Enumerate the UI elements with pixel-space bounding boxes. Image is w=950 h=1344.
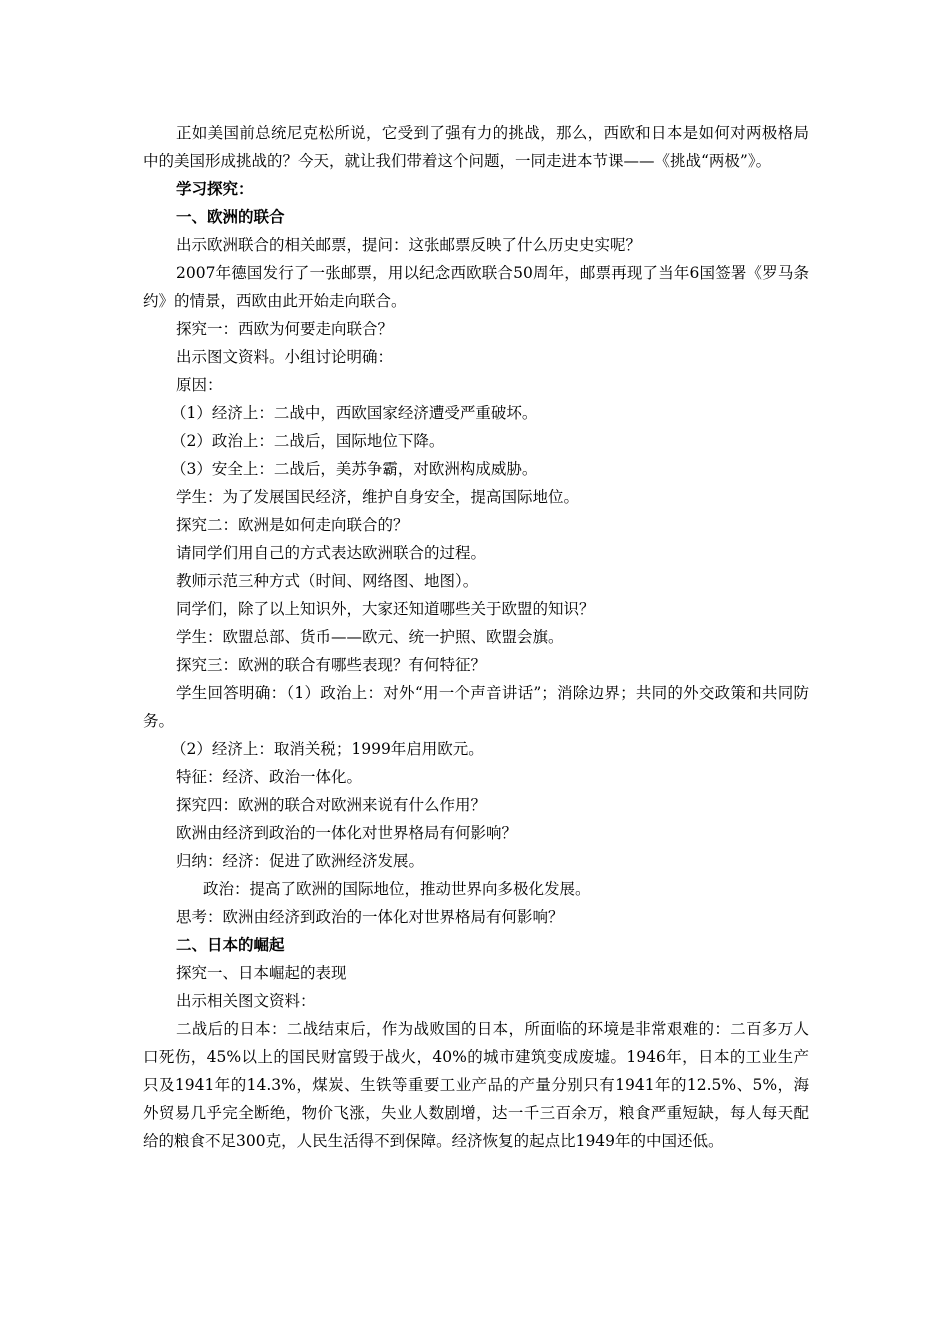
paragraph: 欧洲由经济到政治的一体化对世界格局有何影响？ [176,824,518,842]
paragraph: 探究一、日本崛起的表现 [176,964,347,982]
paragraph: 思考：欧洲由经济到政治的一体化对世界格局有何影响？ [176,908,564,926]
paragraph: 探究二：欧洲是如何走向联合的？ [176,516,409,534]
paragraph: 2007年德国发行了一张邮票，用以纪念西欧联合50周年，邮票再现了当年6国签署《罗马条约》的情景，西欧由此开始走向联合。 [143,264,809,310]
intro-paragraph: 正如美国前总统尼克松所说，它受到了强有力的挑战，那么，西欧和日本是如何对两极格局中的美国形成挑战的？今天，就让我们带着这个问题，一同走进本节课——《挑战“两极”》。 [143,124,809,170]
paragraph: 政治：提高了欧洲的国际地位，推动世界向多极化发展。 [203,880,591,898]
paragraph: 出示相关图文资料： [176,992,316,1010]
paragraph: 学生：欧盟总部、货币——欧元、统一护照、欧盟会旗。 [176,628,564,646]
paragraph: 二战后的日本：二战结束后，作为战败国的日本，所面临的环境是非常艰难的：二百多万人口死伤，45%以上的国民财富毁于战火，40%的城市建筑变成废墟。1946年，日本的工业生产只及1941年的14.3%，煤炭、生铁等重要工业产品的产量分别只有1941年的12.5%、5%，海外贸易几乎完全断绝，物价飞涨，失业人数剧增，达一千三百余万，粮食严重短缺，每人每天配给的粮食不足300克，人民生活得不到保障。经济恢复的起点比1949年的中国还低。 [143,1020,809,1150]
list-item: （3）安全上：二战后，美苏争霸，对欧洲构成威胁。 [171,460,538,478]
document-body [143,119,809,1155]
paragraph: 学生：为了发展国民经济，维护自身安全，提高国际地位。 [176,488,580,506]
paragraph: 出示图文资料。小组讨论明确： [176,348,394,366]
section-heading-learning: 学习探究： [176,179,254,198]
paragraph: 同学们，除了以上知识外，大家还知道哪些关于欧盟的知识？ [176,600,595,618]
paragraph: 归纳：经济：促进了欧洲经济发展。 [176,852,425,870]
paragraph: 教师示范三种方式（时间、网络图、地图）。 [176,572,479,590]
list-item: （1）经济上：二战中，西欧国家经济遭受严重破坏。 [171,404,538,422]
list-item: （2）政治上：二战后，国际地位下降。 [171,432,445,450]
paragraph: 请同学们用自己的方式表达欧洲联合的过程。 [176,544,487,562]
paragraph: 原因： [176,376,223,394]
paragraph: 出示欧洲联合的相关邮票，提问：这张邮票反映了什么历史史实呢？ [176,236,642,254]
list-item: （2）经济上：取消关税；1999年启用欧元。 [171,740,484,758]
paragraph: 学生回答明确：（1）政治上：对外“用一个声音讲话”；消除边界；共同的外交政策和共同防务。 [143,684,809,730]
paragraph: 探究四：欧洲的联合对欧洲来说有什么作用？ [176,796,487,814]
section-heading-japan: 二、日本的崛起 [176,935,285,954]
paragraph: 探究三：欧洲的联合有哪些表现？有何特征？ [176,656,487,674]
paragraph: 特征：经济、政治一体化。 [176,768,363,786]
paragraph: 探究一：西欧为何要走向联合？ [176,320,394,338]
section-heading-europe: 一、欧洲的联合 [176,207,285,226]
